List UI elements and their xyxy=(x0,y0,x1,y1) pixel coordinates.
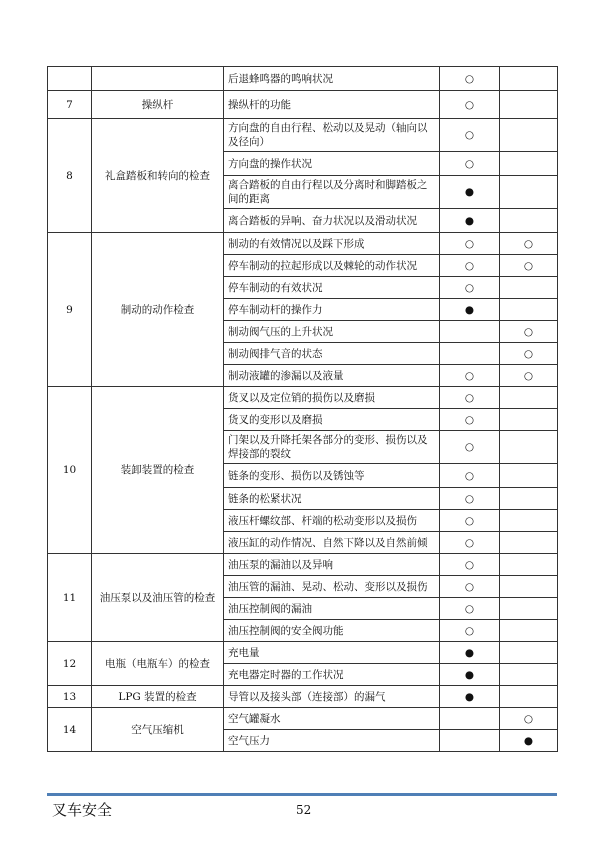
mark-cell-primary xyxy=(440,686,500,708)
mark-cell-primary xyxy=(440,554,500,576)
open-circle-icon: ○ xyxy=(464,72,475,85)
mark-cell-secondary xyxy=(500,708,558,730)
mark-cell-primary xyxy=(440,431,500,464)
open-circle-icon: ○ xyxy=(523,259,534,272)
open-circle-icon: ○ xyxy=(464,259,475,272)
inspection-item: 导管以及接头部（连接部）的漏气 xyxy=(224,686,440,708)
table-row xyxy=(48,708,558,730)
mark-cell-secondary xyxy=(500,730,558,752)
inspection-item: 充电量 xyxy=(224,642,440,664)
mark-cell-secondary xyxy=(500,532,558,554)
open-circle-icon: ○ xyxy=(464,492,475,505)
section-number: 7 xyxy=(48,91,92,119)
section-number: 10 xyxy=(48,387,92,554)
table-row xyxy=(48,233,558,255)
mark-cell-primary xyxy=(440,365,500,387)
inspection-item: 方向盘的自由行程、松动以及晃动（轴向以及径向） xyxy=(224,119,440,152)
mark-cell-secondary xyxy=(500,209,558,233)
inspection-item: 门架以及升降托架各部分的变形、损伤以及焊接部的裂纹 xyxy=(224,431,440,464)
open-circle-icon: ○ xyxy=(464,281,475,294)
inspection-item: 制动阀排气音的状态 xyxy=(224,343,440,365)
mark-cell-primary xyxy=(440,464,500,488)
section-category: 电瓶（电瓶车）的检查 xyxy=(92,642,224,686)
mark-cell-secondary xyxy=(500,343,558,365)
mark-cell-secondary xyxy=(500,119,558,152)
inspection-item: 停车制动的有效状况 xyxy=(224,277,440,299)
open-circle-icon: ○ xyxy=(523,237,534,250)
open-circle-icon: ○ xyxy=(464,602,475,615)
inspection-item: 充电器定时器的工作状况 xyxy=(224,664,440,686)
inspection-item: 离合踏板的异响、奋力状况以及滑动状况 xyxy=(224,209,440,233)
section-number: 13 xyxy=(48,686,92,708)
mark-cell-primary xyxy=(440,277,500,299)
inspection-item: 制动的有效情况以及踩下形成 xyxy=(224,233,440,255)
mark-cell-primary xyxy=(440,233,500,255)
section-number: 14 xyxy=(48,708,92,752)
mark-cell-secondary xyxy=(500,233,558,255)
mark-cell-primary xyxy=(440,67,500,91)
mark-cell-primary xyxy=(440,387,500,409)
mark-cell-secondary xyxy=(500,91,558,119)
mark-cell-secondary xyxy=(500,598,558,620)
open-circle-icon: ○ xyxy=(464,98,475,111)
section-category: 礼盒踏板和转向的检查 xyxy=(92,119,224,233)
table-row xyxy=(48,119,558,152)
footer-title: 叉车安全 xyxy=(52,801,113,819)
mark-cell-primary xyxy=(440,176,500,209)
open-circle-icon: ○ xyxy=(464,580,475,593)
mark-cell-primary xyxy=(440,576,500,598)
inspection-item: 油压管的漏油、晃动、松动、变形以及损伤 xyxy=(224,576,440,598)
mark-cell-primary xyxy=(440,209,500,233)
section-category: 操纵杆 xyxy=(92,91,224,119)
mark-cell-secondary xyxy=(500,387,558,409)
open-circle-icon: ○ xyxy=(523,369,534,382)
filled-circle-icon: ● xyxy=(464,214,475,227)
mark-cell-primary xyxy=(440,343,500,365)
mark-cell-secondary xyxy=(500,510,558,532)
mark-cell-primary xyxy=(440,620,500,642)
open-circle-icon: ○ xyxy=(464,624,475,637)
open-circle-icon: ○ xyxy=(464,441,475,453)
mark-cell-secondary xyxy=(500,554,558,576)
section-category: 油压泵以及油压管的检查 xyxy=(92,554,224,642)
mark-cell-primary xyxy=(440,119,500,152)
table-row xyxy=(48,642,558,664)
section-number: 12 xyxy=(48,642,92,686)
inspection-item: 操纵杆的功能 xyxy=(224,91,440,119)
mark-cell-primary xyxy=(440,642,500,664)
mark-cell-primary xyxy=(440,488,500,510)
open-circle-icon: ○ xyxy=(464,391,475,404)
open-circle-icon: ○ xyxy=(464,413,475,426)
inspection-item: 后退蜂鸣器的鸣响状况 xyxy=(224,67,440,91)
inspection-item: 空气罐凝水 xyxy=(224,708,440,730)
mark-cell-primary xyxy=(440,299,500,321)
mark-cell-primary xyxy=(440,409,500,431)
table-row xyxy=(48,91,558,119)
inspection-item: 链条的变形、损伤以及锈蚀等 xyxy=(224,464,440,488)
open-circle-icon: ○ xyxy=(464,369,475,382)
inspection-item: 货叉的变形以及磨损 xyxy=(224,409,440,431)
inspection-item: 离合踏板的自由行程以及分离时和脚踏板之间的距离 xyxy=(224,176,440,209)
filled-circle-icon: ● xyxy=(523,734,534,747)
table-row xyxy=(48,387,558,409)
section-category: 空气压缩机 xyxy=(92,708,224,752)
mark-cell-primary xyxy=(440,664,500,686)
section-number xyxy=(48,67,92,91)
mark-cell-primary xyxy=(440,91,500,119)
inspection-item: 链条的松紧状况 xyxy=(224,488,440,510)
inspection-table-body xyxy=(48,67,558,752)
section-number: 9 xyxy=(48,233,92,387)
footer-divider xyxy=(47,793,557,796)
table-row xyxy=(48,686,558,708)
open-circle-icon: ○ xyxy=(523,347,534,360)
mark-cell-secondary xyxy=(500,620,558,642)
open-circle-icon: ○ xyxy=(464,514,475,527)
mark-cell-secondary xyxy=(500,299,558,321)
mark-cell-primary xyxy=(440,708,500,730)
open-circle-icon: ○ xyxy=(464,558,475,571)
mark-cell-secondary xyxy=(500,277,558,299)
mark-cell-primary xyxy=(440,730,500,752)
table-row xyxy=(48,554,558,576)
open-circle-icon: ○ xyxy=(464,237,475,250)
mark-cell-secondary xyxy=(500,255,558,277)
inspection-item: 油压泵的漏油以及异响 xyxy=(224,554,440,576)
mark-cell-secondary xyxy=(500,576,558,598)
inspection-item: 制动液罐的渗漏以及液量 xyxy=(224,365,440,387)
filled-circle-icon: ● xyxy=(464,668,475,681)
mark-cell-secondary xyxy=(500,67,558,91)
open-circle-icon: ○ xyxy=(523,325,534,338)
mark-cell-primary xyxy=(440,152,500,176)
filled-circle-icon: ● xyxy=(464,646,475,659)
mark-cell-secondary xyxy=(500,321,558,343)
section-category: 制动的动作检查 xyxy=(92,233,224,387)
inspection-item: 空气压力 xyxy=(224,730,440,752)
inspection-item: 货叉以及定位销的损伤以及磨损 xyxy=(224,387,440,409)
mark-cell-primary xyxy=(440,598,500,620)
mark-cell-secondary xyxy=(500,488,558,510)
inspection-item: 油压控制阀的漏油 xyxy=(224,598,440,620)
open-circle-icon: ○ xyxy=(464,469,475,482)
inspection-item: 液压缸的动作情况、自然下降以及自然前倾 xyxy=(224,532,440,554)
mark-cell-secondary xyxy=(500,686,558,708)
section-category: 装卸装置的检查 xyxy=(92,387,224,554)
inspection-item: 油压控制阀的安全阀功能 xyxy=(224,620,440,642)
inspection-item: 停车制动杆的操作力 xyxy=(224,299,440,321)
inspection-item: 方向盘的操作状况 xyxy=(224,152,440,176)
open-circle-icon: ○ xyxy=(464,157,475,170)
mark-cell-primary xyxy=(440,321,500,343)
section-number: 8 xyxy=(48,119,92,233)
mark-cell-primary xyxy=(440,255,500,277)
inspection-item: 停车制动的拉起形成以及棘轮的动作状况 xyxy=(224,255,440,277)
mark-cell-secondary xyxy=(500,365,558,387)
open-circle-icon: ○ xyxy=(464,536,475,549)
mark-cell-secondary xyxy=(500,409,558,431)
page-number: 52 xyxy=(296,803,312,817)
table-row xyxy=(48,67,558,91)
mark-cell-secondary xyxy=(500,431,558,464)
mark-cell-primary xyxy=(440,510,500,532)
section-number: 11 xyxy=(48,554,92,642)
mark-cell-secondary xyxy=(500,642,558,664)
filled-circle-icon: ● xyxy=(464,303,475,316)
mark-cell-secondary xyxy=(500,464,558,488)
filled-circle-icon: ● xyxy=(464,690,475,703)
section-category: LPG 装置的检查 xyxy=(92,686,224,708)
mark-cell-secondary xyxy=(500,664,558,686)
mark-cell-primary xyxy=(440,532,500,554)
inspection-item: 液压杆螺纹部、杆端的松动变形以及损伤 xyxy=(224,510,440,532)
mark-cell-secondary xyxy=(500,152,558,176)
inspection-item: 制动阀气压的上升状况 xyxy=(224,321,440,343)
mark-cell-secondary xyxy=(500,176,558,209)
filled-circle-icon: ● xyxy=(464,186,475,198)
inspection-table xyxy=(47,66,558,752)
open-circle-icon: ○ xyxy=(523,712,534,725)
section-category xyxy=(92,67,224,91)
open-circle-icon: ○ xyxy=(464,129,475,141)
